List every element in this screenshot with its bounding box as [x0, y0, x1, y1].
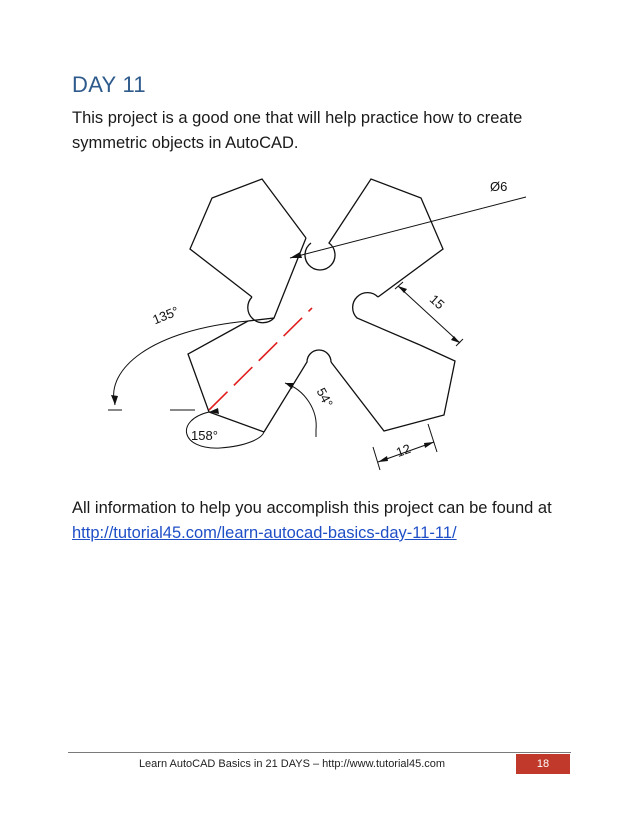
dim-diameter-label: Ø6: [490, 179, 508, 194]
diameter-leader: [290, 197, 526, 258]
dim-158-label: 158°: [191, 428, 218, 443]
arrow-12-b: [424, 442, 434, 448]
footer-divider: [68, 752, 571, 753]
dim-135-label: 135°: [150, 303, 181, 328]
page-heading: DAY 11: [72, 72, 146, 97]
dim-12-label: 12: [394, 440, 413, 460]
arrow-15-a: [398, 286, 407, 293]
intro-paragraph: This project is a good one that will help practice how to create symmetric objects in AutoCAD.: [72, 109, 523, 152]
dim-12-ext-a: [373, 447, 380, 470]
project-link[interactable]: http://tutorial45.com/learn-autocad-basics-day-11-11/: [72, 524, 457, 542]
dim-15-line: [398, 286, 460, 343]
footer-text: Learn AutoCAD Basics in 21 DAYS – http://www.tutorial45.com: [138, 758, 446, 770]
arrow-135: [111, 395, 118, 405]
dim-12-ext-b: [428, 424, 437, 452]
info-paragraph: [72, 496, 562, 546]
dim-54-label: 54°: [313, 385, 337, 410]
top-right-petal-outline: [305, 179, 443, 297]
dim-15-label: 15: [426, 291, 448, 313]
info-text: All information to help you accomplish this project can be found at: [72, 499, 552, 517]
top-right-notch: [353, 293, 420, 345]
arrow-54: [285, 383, 294, 389]
arrow-15-b: [451, 336, 460, 343]
arrow-12-a: [378, 456, 388, 462]
arrow-diameter: [290, 252, 302, 258]
top-left-notch: [248, 238, 306, 323]
bottom-right-petal-outline: [331, 345, 455, 431]
symmetry-centerline: [209, 308, 312, 410]
page-number-badge: 18: [516, 754, 570, 774]
top-left-petal-outline: [190, 179, 306, 297]
